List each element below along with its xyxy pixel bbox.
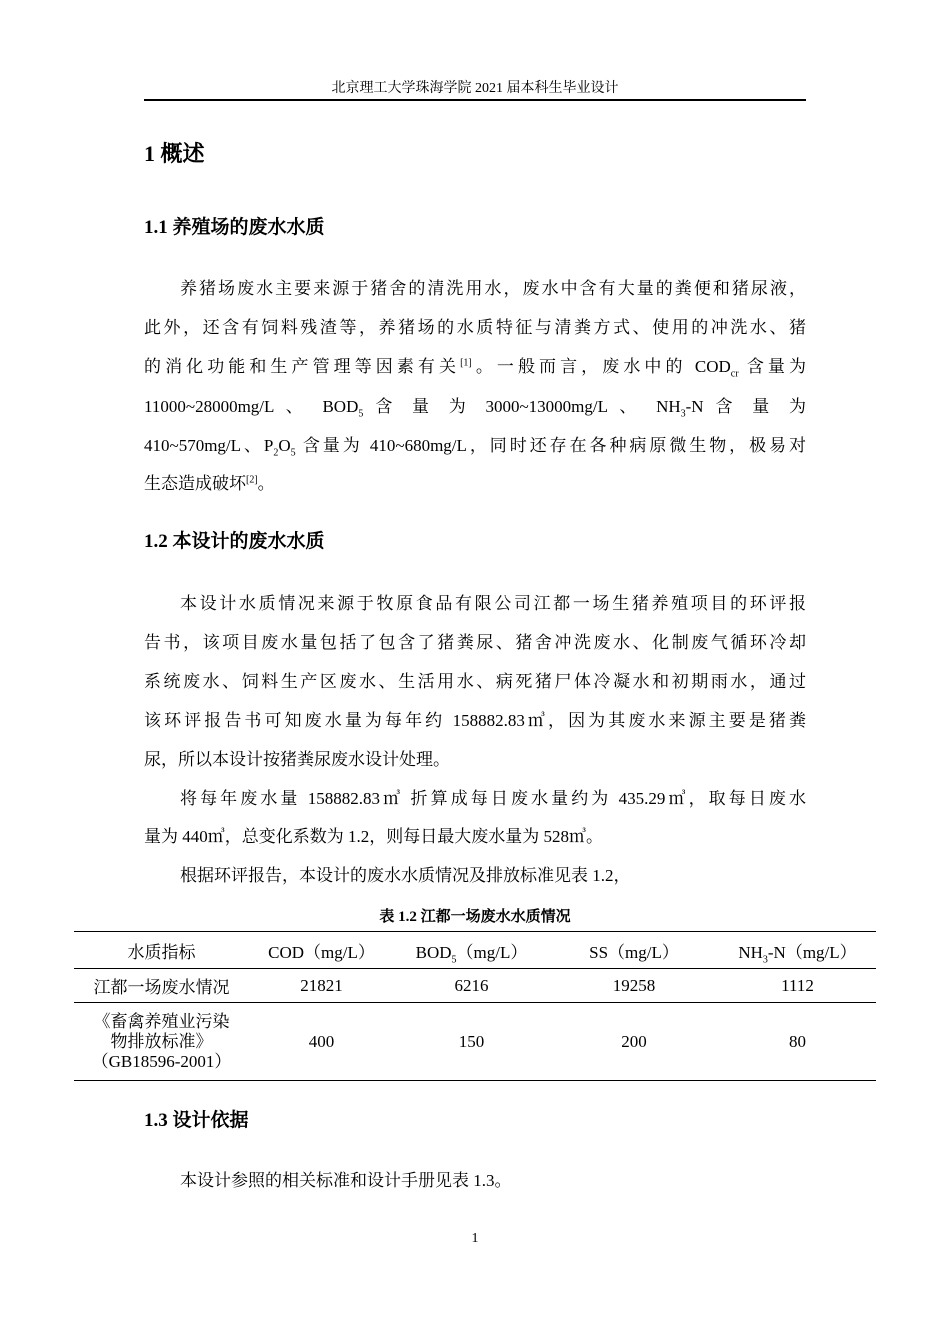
para1-line4: 11000~28000mg/L 、 $BOD_5$ 含 量 为 3000~13000mg/L 、 $NH_3-N$ 含 量 为 (144, 397, 806, 420)
header-ss: SS（mg/L） (549, 932, 719, 969)
section-1-title: 1 概述 (144, 141, 205, 166)
header-nh3n: $NH_3-N(mg/L)$ (719, 932, 876, 969)
table-caption: 表 1.2 江都一场废水水质情况 (379, 909, 571, 925)
para5-line1: 本设计参照的相关标准和设计手册见表 1.3。 (180, 1171, 512, 1190)
header-indicator: 水质指标 (74, 932, 249, 969)
para1-line6: 生态造成破坏[2]。 (144, 474, 275, 493)
para1-line3: 的消化功能和生产管理等因素有关[1]。一般而言，废水中的 $COD_{cr}$ 含量为 (144, 357, 806, 380)
cell-nh3n: 1112 (719, 969, 876, 1003)
header-cod: COD（mg/L） (249, 932, 394, 969)
para2-line1: 本设计水质情况来源于牧原食品有限公司江都一场生猪养殖项目的环评报 (180, 594, 806, 613)
table-row (74, 1003, 876, 1081)
para1-line5: 410~570mg/L、$P_2O_5$ 含量为 410~680mg/L，同时还存在各种病原微生物，极易对 (144, 436, 806, 459)
table-header-row (74, 932, 876, 969)
citation-2[interactable]: [2] (246, 474, 258, 486)
para2-line2: 告书，该项目废水量包括了包含了猪粪尿、猪舍冲洗废水、化制废气循环冷却 (144, 633, 806, 652)
water-quality-table (74, 931, 876, 1081)
para2-line4: 该环评报告书可知废水量为每年约 158882.83㎥，因为其废水来源主要是猪粪 (144, 711, 806, 730)
cell-ss: 19258 (549, 969, 719, 1003)
para3-line2: 量为 440㎥，总变化系数为 1.2，则每日最大废水量为 528㎥。 (144, 827, 603, 846)
section-1-1-title: 1.1 养殖场的废水水质 (144, 217, 325, 238)
para1-line1: 养猪场废水主要来源于猪舍的清洗用水，废水中含有大量的粪便和猪尿液， (180, 279, 806, 298)
page-number: 1 (471, 1231, 479, 1246)
cell-bod: 6216 (394, 969, 549, 1003)
section-1-2-title: 1.2 本设计的废水水质 (144, 531, 325, 552)
para2-line5: 尿，所以本设计按猪粪尿废水设计处理。 (144, 750, 450, 769)
header-rule (144, 99, 806, 101)
row-label: 《畜禽养殖业污染 物排放标准》 （GB18596-2001） (74, 1003, 249, 1081)
table-row (74, 969, 876, 1003)
cell-ss: 200 (549, 1003, 719, 1081)
cell-nh3n: 80 (719, 1003, 876, 1081)
page-header: 北京理工大学珠海学院 2021 届本科生毕业设计 (331, 81, 619, 96)
para2-line3: 系统废水、饲料生产区废水、生活用水、病死猪尸体冷凝水和初期雨水，通过 (144, 672, 806, 691)
citation-1[interactable]: [1] (460, 357, 472, 369)
cell-cod: 400 (249, 1003, 394, 1081)
para4-line1: 根据环评报告，本设计的废水水质情况及排放标准见表 1.2， (180, 866, 631, 885)
para1-line2: 此外，还含有饲料残渣等，养猪场的水质特征与清粪方式、使用的冲洗水、猪 (144, 318, 806, 337)
para3-line1: 将每年废水量 158882.83㎥ 折算成每日废水量约为 435.29㎥，取每日废水 (180, 789, 806, 808)
header-bod: $BOD_5(mg/L)$ (394, 932, 549, 969)
cell-cod: 21821 (249, 969, 394, 1003)
cell-bod: 150 (394, 1003, 549, 1081)
row-label: 江都一场废水情况 (74, 969, 249, 1003)
section-1-3-title: 1.3 设计依据 (144, 1110, 249, 1131)
